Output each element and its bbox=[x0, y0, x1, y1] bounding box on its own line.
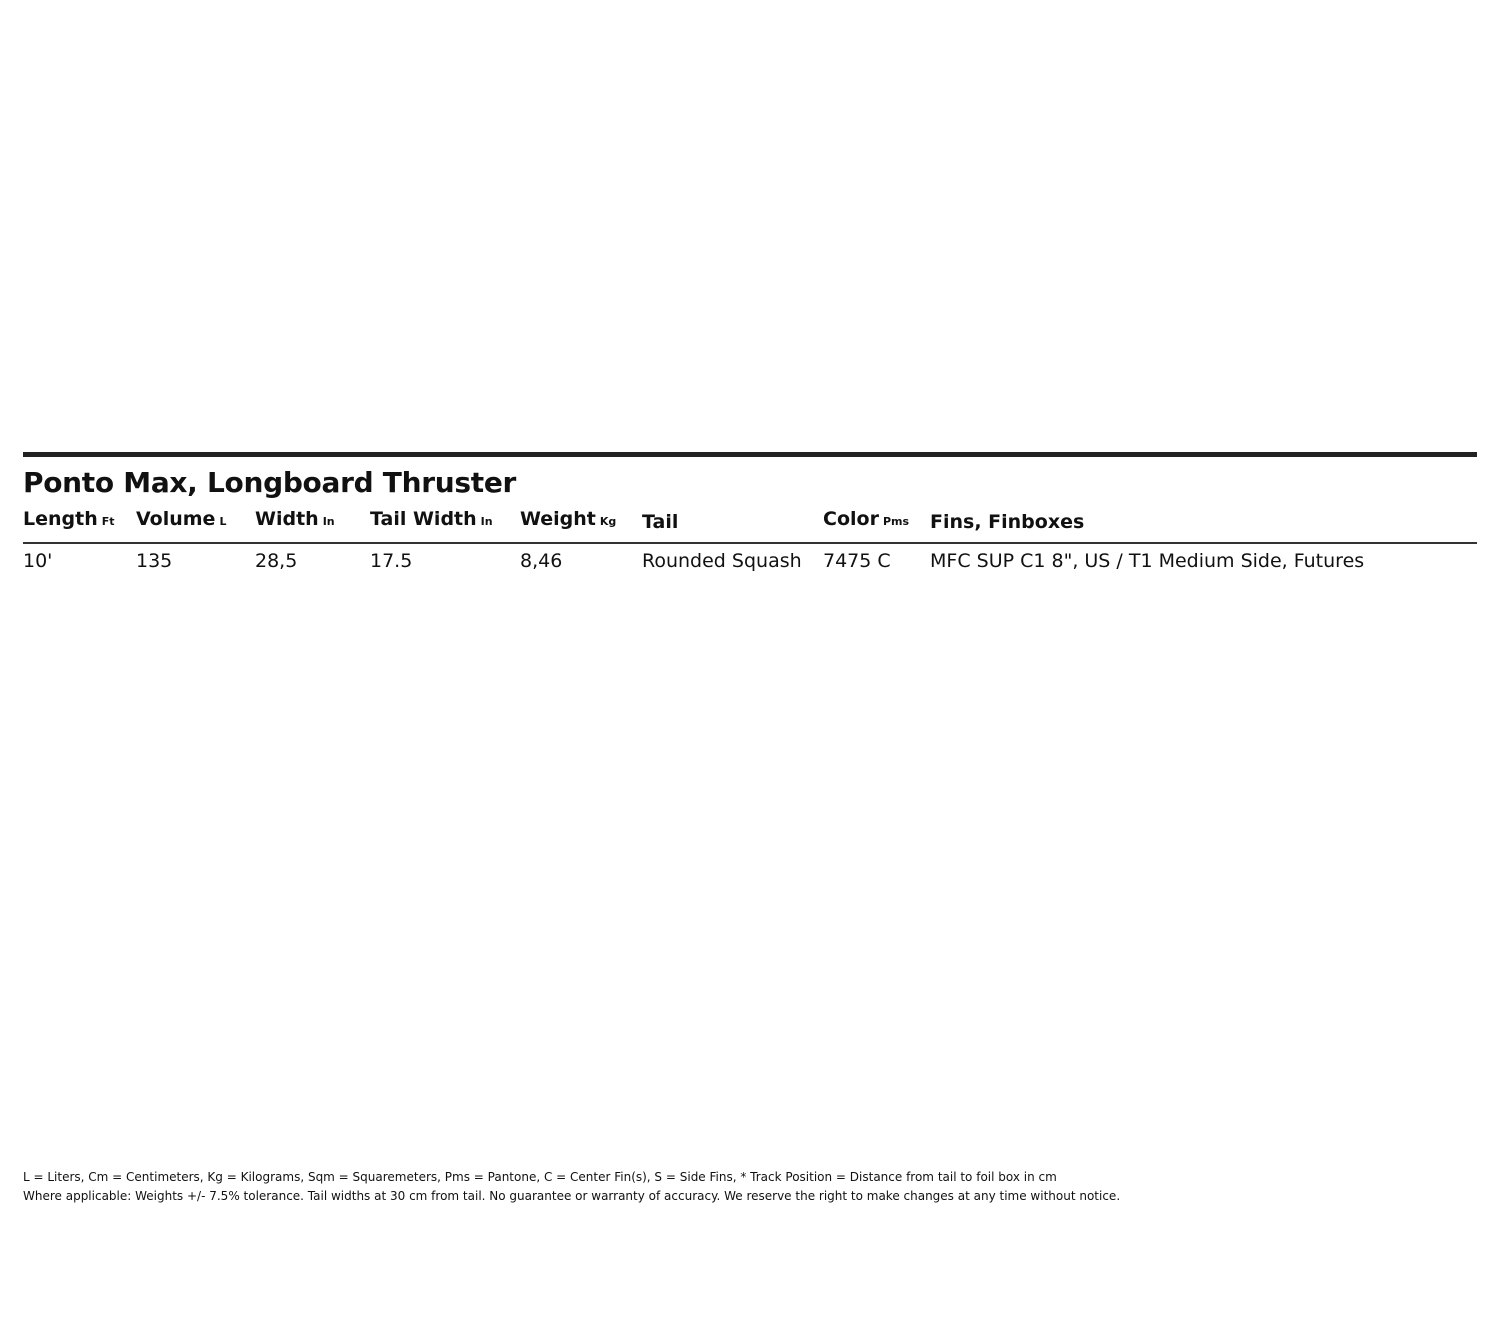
column-header-fins bbox=[930, 507, 1477, 543]
cell-tail-width: 17.5 bbox=[370, 550, 413, 572]
cell-color: 7475 C bbox=[823, 550, 891, 572]
column-label: Volume bbox=[136, 508, 216, 530]
column-unit: Kg bbox=[599, 515, 617, 528]
column-header-volume bbox=[136, 507, 255, 543]
cell-length: 10' bbox=[23, 550, 53, 572]
column-unit: In bbox=[480, 515, 493, 528]
column-label: Weight bbox=[520, 508, 596, 530]
cell-width: 28,5 bbox=[255, 550, 298, 572]
column-label: Tail bbox=[642, 511, 679, 533]
column-unit: Pms bbox=[882, 515, 910, 528]
cell-volume: 135 bbox=[136, 550, 173, 572]
cell-weight: 8,46 bbox=[520, 550, 563, 572]
column-header-color bbox=[823, 507, 930, 543]
column-label: Color bbox=[823, 508, 879, 530]
table-row bbox=[23, 543, 1477, 573]
column-header-length bbox=[23, 507, 136, 543]
column-label: Fins, Finboxes bbox=[930, 511, 1085, 533]
footnotes bbox=[23, 1168, 1477, 1206]
column-header-width bbox=[255, 507, 370, 543]
spec-block bbox=[23, 452, 1477, 573]
column-unit: In bbox=[322, 515, 335, 528]
column-unit: Ft bbox=[101, 515, 115, 528]
column-label: Tail Width bbox=[370, 508, 477, 530]
footnote-legend: L = Liters, Cm = Centimeters, Kg = Kilograms, Sqm = Squaremeters, Pms = Pantone, C = Center Fin(s), S = Side Fins, * Track Position = Distance from tail to foil box in cm bbox=[23, 1170, 1057, 1184]
spec-table bbox=[23, 507, 1477, 573]
product-title: Ponto Max, Longboard Thruster bbox=[23, 466, 517, 499]
column-label: Width bbox=[255, 508, 319, 530]
cell-tail: Rounded Squash bbox=[642, 550, 802, 572]
column-unit: L bbox=[219, 515, 227, 528]
column-header-tail bbox=[642, 507, 823, 543]
footnote-disclaimer: Where applicable: Weights +/- 7.5% tolerance. Tail widths at 30 cm from tail. No guarantee or warranty of accuracy. We reserve the right to make changes at any time without notice. bbox=[23, 1189, 1121, 1203]
column-label: Length bbox=[23, 508, 98, 530]
column-header-weight bbox=[520, 507, 642, 543]
cell-fins: MFC SUP C1 8", US / T1 Medium Side, Futures bbox=[930, 550, 1365, 572]
column-header-tail-width bbox=[370, 507, 520, 543]
table-header-row bbox=[23, 507, 1477, 543]
